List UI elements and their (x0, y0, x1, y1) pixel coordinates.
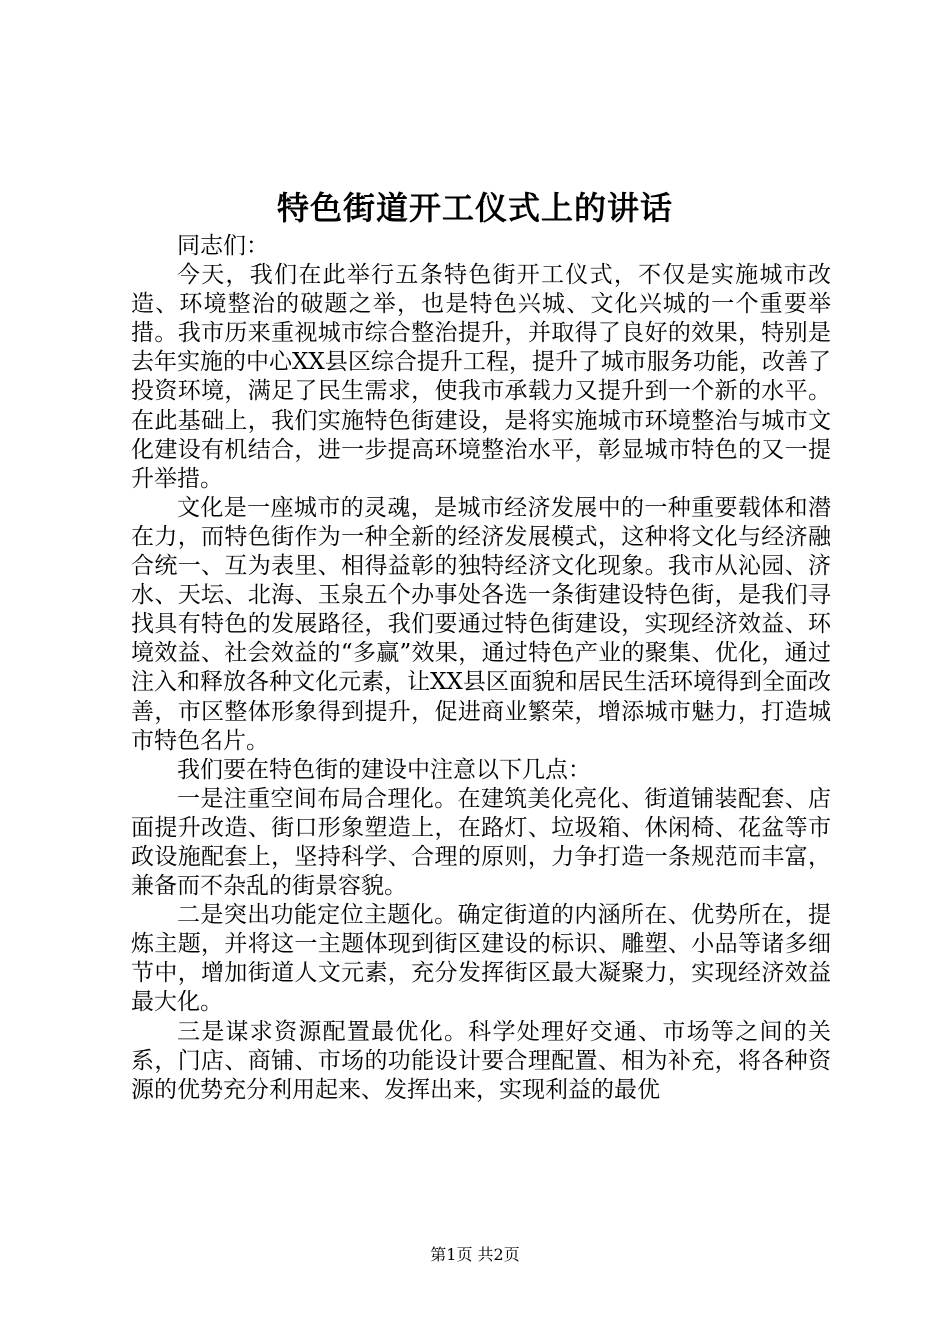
paragraph-3: 我们要在特色街的建设中注意以下几点： (177, 756, 591, 783)
page-number: 第1页 共2页 (430, 1245, 520, 1264)
paragraph-2: 文化是一座城市的灵魂，是城市经济发展中的一种重要载体和潜在力，而特色街作为一种全新的经济发展模式，这种将文化与经济融合统一、互为表里、相得益彰的独特经济文化现象。我市从沁园、济水、天坛、北海、玉泉五个办事处各选一条街建设特色街，是我们寻找具有特色的发展路径，我们要通过特色街建设，实现经济效益、环境效益、社会效益的“多赢”效果，通过特色产业的聚集、优化，通过注入和释放各种文化元素，让XX县区面貌和居民生活环境得到全面改善，市区整体形象得到提升，促进商业繁荣，增添城市魅力，打造城市特色名片。 (131, 494, 831, 754)
document-body (131, 232, 831, 1105)
paragraph-6: 三是谋求资源配置最优化。科学处理好交通、市场等之间的关系，门店、商铺、市场的功能设计要合理配置、相为补充，将各种资源的优势充分利用起来、发挥出来，实现利益的最优 (131, 1018, 831, 1103)
salutation: 同志们： (177, 233, 269, 259)
document-title: 特色街道开工仪式上的讲话 (276, 189, 673, 227)
paragraph-4: 一是注重空间布局合理化。在建筑美化亮化、街道铺装配套、店面提升改造、街口形象塑造上，在路灯、垃圾箱、休闲椅、花盆等市政设施配套上，坚持科学、合理的原则，力争打造一条规范而丰富，兼备而不杂乱的街景容貌。 (131, 785, 831, 900)
paragraph-1: 今天，我们在此举行五条特色街开工仪式，不仅是实施城市改造、环境整治的破题之举，也是特色兴城、文化兴城的一个重要举措。我市历来重视城市综合整治提升，并取得了良好的效果，特别是去年实施的中心XX县区综合提升工程，提升了城市服务功能，改善了投资环境，满足了民生需求，使我市承载力又提升到一个新的水平。在此基础上，我们实施特色街建设，是将实施城市环境整治与城市文化建设有机结合，进一步提高环境整治水平，彰显城市特色的又一提升举措。 (131, 262, 831, 492)
paragraph-5: 二是突出功能定位主题化。确定街道的内涵所在、优势所在，提炼主题，并将这一主题体现到街区建设的标识、雕塑、小品等诸多细节中，增加街道人文元素，充分发挥街区最大凝聚力，实现经济效益最大化。 (131, 902, 831, 1016)
